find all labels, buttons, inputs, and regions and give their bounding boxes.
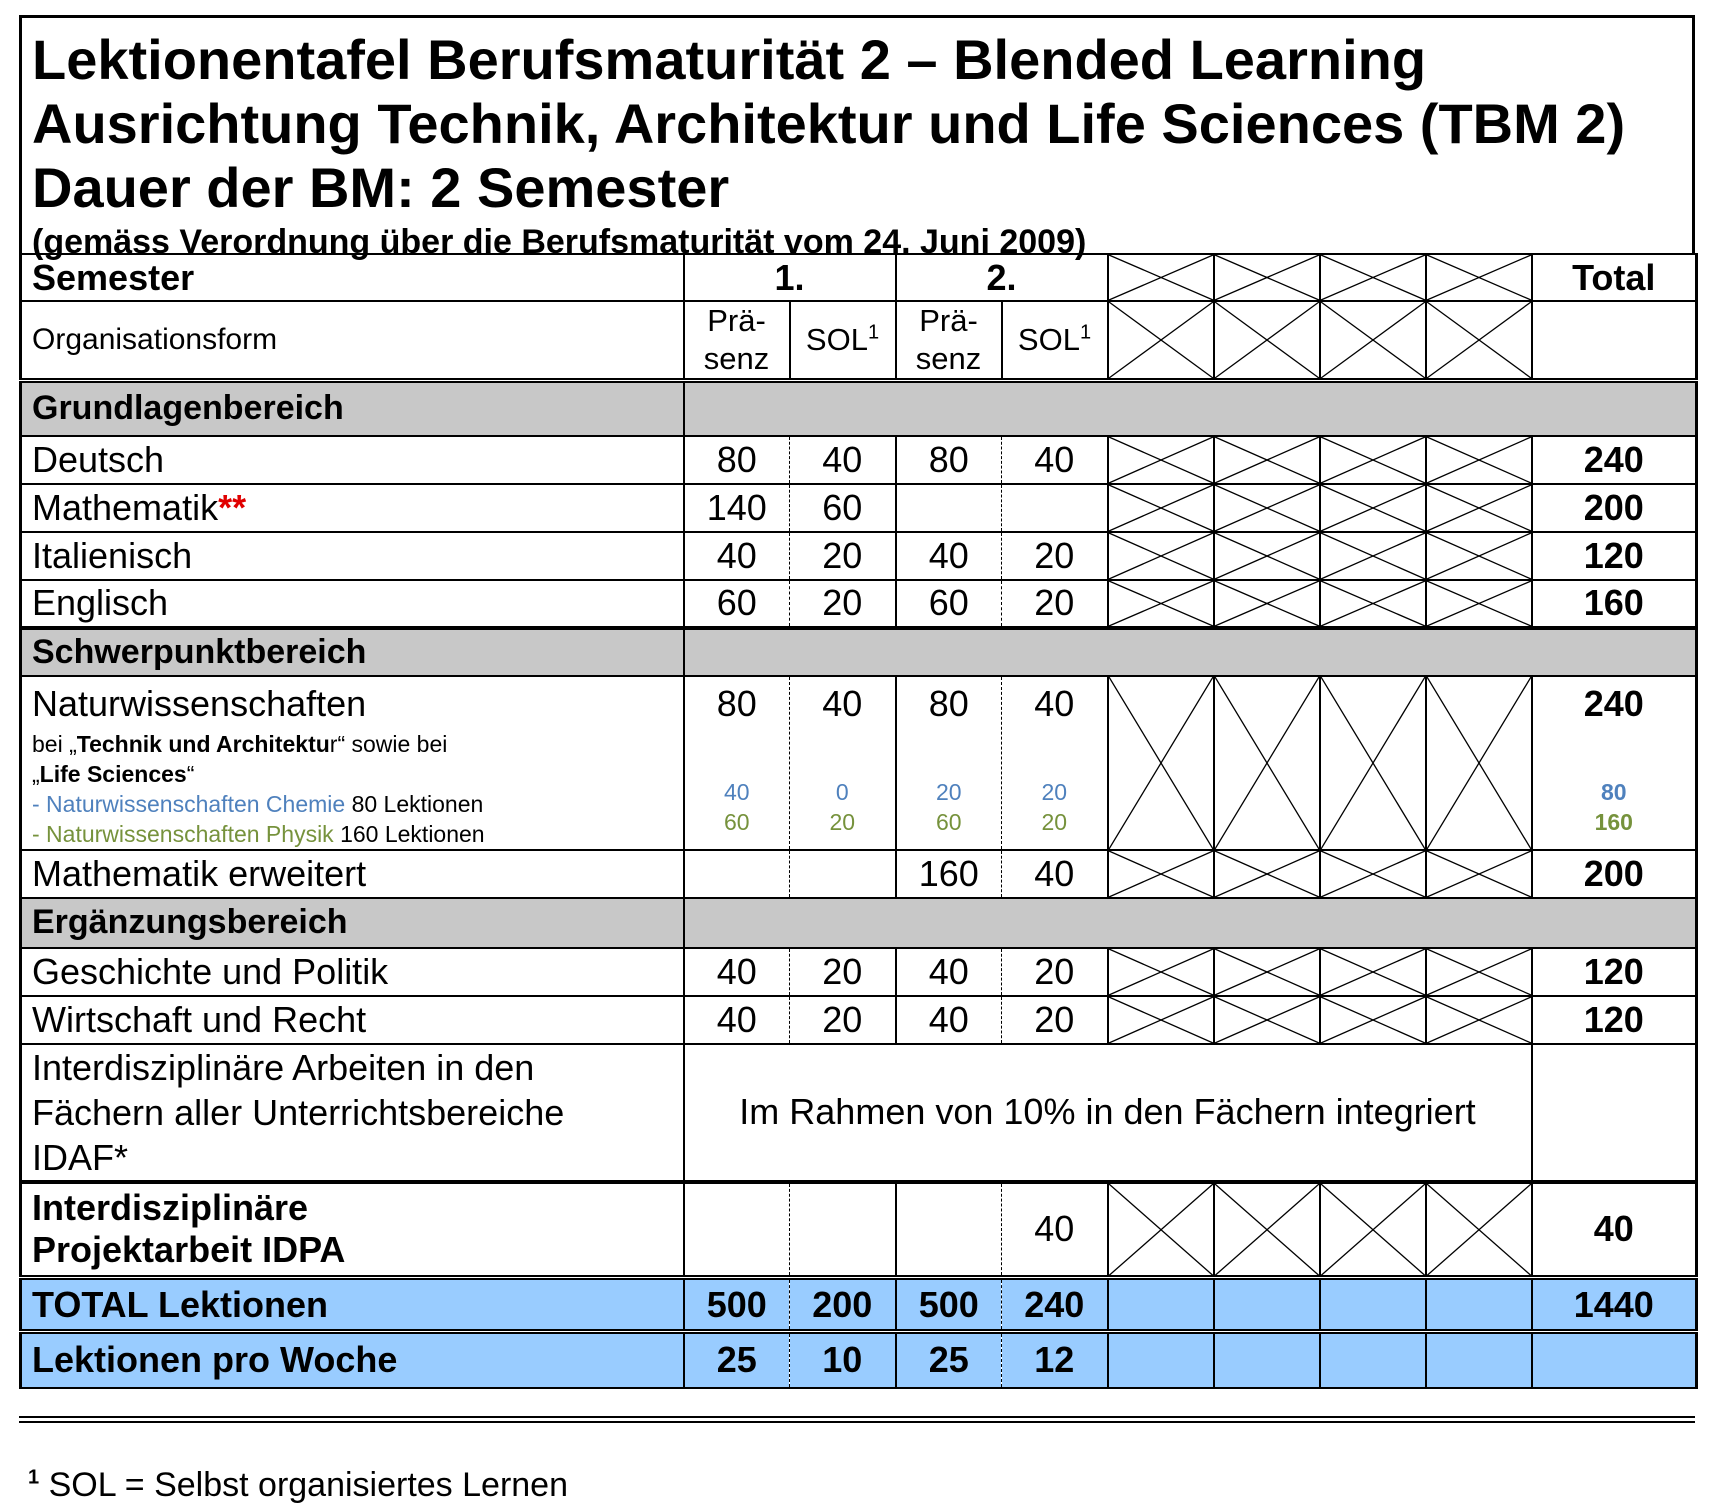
footnote-number: 1 (28, 1466, 40, 1489)
value-cell: 10 (790, 1332, 896, 1388)
subject-name: TOTAL Lektionen (21, 1278, 684, 1332)
total-cell: 240 (1532, 436, 1697, 484)
crossed-cell (1214, 436, 1320, 484)
cross-mark (1321, 255, 1425, 300)
empty-cell (1320, 1278, 1426, 1332)
crossed-cell (1108, 254, 1214, 301)
value-cell: 20 (1002, 532, 1108, 580)
physik-value: 60 (723, 808, 750, 835)
praesenz-label-1: Prä- senz (684, 301, 790, 381)
cross-mark (1321, 437, 1425, 483)
subject-name (21, 1044, 684, 1182)
cross-mark (1109, 533, 1213, 579)
total-cell: 120 (1532, 996, 1697, 1044)
subject-text: Fächern aller Unterrichtsbereiche (32, 1091, 565, 1133)
note-text: “ (186, 760, 195, 787)
empty-cell (1214, 1332, 1320, 1388)
footnote-marker: ** (218, 486, 247, 528)
crossed-cell (1320, 254, 1426, 301)
semester-1: 1. (684, 254, 896, 301)
crossed-cell (1320, 948, 1426, 996)
value-cell: 40 (896, 532, 1002, 580)
value-cell (790, 676, 896, 850)
cross-mark (1321, 851, 1425, 897)
footnote-text: SOL = Selbst organisiertes Lernen (39, 1466, 569, 1504)
crossed-cell (1214, 850, 1320, 898)
crossed-cell (1320, 580, 1426, 628)
row-wirtschaft (21, 996, 1697, 1044)
cross-mark (1321, 677, 1425, 849)
chemie-value: 20 (1041, 778, 1068, 805)
cross-mark (1427, 581, 1531, 626)
cross-mark (1215, 255, 1319, 300)
total-cell (1532, 1332, 1697, 1388)
orgform-row (21, 301, 1697, 381)
subject-text: Naturwissenschaften (32, 682, 367, 724)
value-cell: 40 (684, 996, 790, 1044)
section-fill (684, 381, 1697, 436)
crossed-cell (1320, 532, 1426, 580)
subject-text: Projektarbeit IDPA (32, 1229, 346, 1271)
value-cell: 40 (684, 532, 790, 580)
cross-mark (1109, 437, 1213, 483)
semester-label: Semester (21, 254, 684, 301)
crossed-cell (1426, 676, 1532, 850)
total-header: Total (1532, 254, 1697, 301)
value: 80 (928, 682, 969, 724)
value-cell: 40 (790, 436, 896, 484)
subject-text: IDAF* (32, 1136, 129, 1178)
empty-cell (1108, 1332, 1214, 1388)
chemie-line (32, 789, 673, 819)
section-fill (684, 898, 1697, 948)
subject-name: Mathematik erweitert (21, 850, 684, 898)
physik-total: 160 (1594, 808, 1633, 835)
total-cell: 120 (1532, 948, 1697, 996)
cross-mark (1427, 949, 1531, 995)
crossed-cell (1320, 850, 1426, 898)
value-cell (684, 1182, 790, 1278)
cross-mark (1109, 949, 1213, 995)
crossed-cell (1108, 676, 1214, 850)
crossed-cell (1426, 1182, 1532, 1278)
value-cell (896, 676, 1002, 850)
crossed-cell (1426, 436, 1532, 484)
title-line-4: (gemäss Verordnung über die Berufsmaturität vom 24. Juni 2009) (32, 223, 1087, 261)
cross-mark (1321, 949, 1425, 995)
cross-mark (1215, 437, 1319, 483)
subject-name: Lektionen pro Woche (21, 1332, 684, 1388)
subject-name: Deutsch (21, 436, 684, 484)
value-cell: 240 (1002, 1278, 1108, 1332)
note-text: r“ sowie bei (329, 730, 448, 757)
sol-footnote-mark: 1 (867, 321, 880, 344)
footnote (28, 1466, 568, 1505)
subject-name (21, 484, 684, 532)
subject-name (21, 676, 684, 850)
cross-mark (1215, 1184, 1319, 1276)
crossed-cell (1108, 301, 1214, 381)
cross-mark (1109, 851, 1213, 897)
crossed-cell (1108, 996, 1214, 1044)
section-ergaenzung: Ergänzungsbereich (21, 898, 684, 948)
row-idaf (21, 1044, 1697, 1182)
crossed-cell (1108, 580, 1214, 628)
row-mathematik-erweitert (21, 850, 1697, 898)
crossed-cell (1108, 532, 1214, 580)
section-schwerpunkt: Schwerpunktbereich (21, 628, 684, 676)
value-cell: 20 (1002, 948, 1108, 996)
crossed-cell (1426, 948, 1532, 996)
cross-mark (1427, 533, 1531, 579)
sol-text: SOL (805, 322, 868, 357)
total-cell: 40 (1532, 1182, 1697, 1278)
value-cell (896, 484, 1002, 532)
praesenz-label-2: Prä- senz (896, 301, 1002, 381)
title-line-1: Lektionentafel Berufsmaturität 2 – Blended Learning (32, 28, 1427, 91)
crossed-cell (1426, 484, 1532, 532)
cross-mark (1215, 677, 1319, 849)
subject-name: Geschichte und Politik (21, 948, 684, 996)
value-cell: 25 (896, 1332, 1002, 1388)
cross-mark (1427, 255, 1531, 300)
row-total-lektionen (21, 1278, 1697, 1332)
section-row (21, 381, 1697, 436)
value-cell: 12 (1002, 1332, 1108, 1388)
crossed-cell (1214, 532, 1320, 580)
total-value: 240 (1583, 682, 1644, 724)
row-lektionen-pro-woche (21, 1332, 1697, 1388)
value-cell: 60 (896, 580, 1002, 628)
value-cell: 40 (684, 948, 790, 996)
orgform-label: Organisationsform (21, 301, 684, 381)
title-line-3: Dauer der BM: 2 Semester (32, 156, 730, 219)
note-bold: Technik und Architektu (76, 730, 330, 757)
cross-mark (1109, 255, 1213, 300)
cross-mark (1321, 302, 1425, 378)
value-cell: 40 (896, 996, 1002, 1044)
cross-mark (1109, 485, 1213, 531)
value-cell: 20 (790, 532, 896, 580)
cross-mark (1215, 949, 1319, 995)
value-cell: 500 (684, 1278, 790, 1332)
value-cell: 80 (684, 436, 790, 484)
subject-text: Mathematik (32, 486, 219, 528)
value-cell: 20 (790, 580, 896, 628)
chemie-value: 0 (835, 778, 849, 805)
crossed-cell (1108, 948, 1214, 996)
value-cell: 25 (684, 1332, 790, 1388)
document (19, 15, 1695, 1389)
cross-mark (1427, 485, 1531, 531)
cross-mark (1109, 677, 1213, 849)
subject-name: Wirtschaft und Recht (21, 996, 684, 1044)
crossed-cell (1214, 254, 1320, 301)
cross-mark (1321, 485, 1425, 531)
empty-cell (1214, 1278, 1320, 1332)
cross-mark (1109, 1184, 1213, 1276)
cross-mark (1215, 851, 1319, 897)
total-cell: 200 (1532, 484, 1697, 532)
crossed-cell (1214, 580, 1320, 628)
note-text: bei „ (32, 730, 77, 757)
cross-mark (1321, 1184, 1425, 1276)
crossed-cell (1320, 1182, 1426, 1278)
value-cell: 20 (1002, 580, 1108, 628)
value-cell: 200 (790, 1278, 896, 1332)
subject-name: Italienisch (21, 532, 684, 580)
value-cell: 40 (896, 948, 1002, 996)
crossed-cell (1108, 1182, 1214, 1278)
subject-note (32, 759, 673, 789)
title-line-2: Ausrichtung Technik, Architektur und Life Sciences (TBM 2) (32, 92, 1626, 155)
cross-mark (1427, 302, 1531, 378)
empty-cell (1108, 1278, 1214, 1332)
physik-value: 20 (829, 808, 856, 835)
row-naturwissenschaften (21, 676, 1697, 850)
subject-text: Interdisziplinäre Arbeiten in den (32, 1046, 535, 1088)
crossed-cell (1320, 484, 1426, 532)
value-cell (1002, 676, 1108, 850)
total-cell (1532, 676, 1697, 850)
value-cell: 140 (684, 484, 790, 532)
subject-name: Englisch (21, 580, 684, 628)
crossed-cell (1214, 301, 1320, 381)
cross-mark (1321, 997, 1425, 1043)
crossed-cell (1214, 1182, 1320, 1278)
chemie-value: 40 (723, 778, 750, 805)
value-cell: 40 (1002, 1182, 1108, 1278)
crossed-cell (1320, 676, 1426, 850)
sol-text: SOL (1017, 322, 1080, 357)
cross-mark (1427, 1184, 1531, 1276)
crossed-cell (1108, 850, 1214, 898)
section-row (21, 628, 1697, 676)
note-bold: Life Sciences (39, 760, 187, 787)
chemie-value: 20 (935, 778, 962, 805)
value-cell (790, 1182, 896, 1278)
subject-name (21, 1182, 684, 1278)
value-cell: 40 (1002, 850, 1108, 898)
cross-mark (1109, 997, 1213, 1043)
chemie-suffix: 80 Lektionen (345, 790, 484, 817)
value-cell: 60 (684, 580, 790, 628)
crossed-cell (1320, 301, 1426, 381)
cross-mark (1215, 302, 1319, 378)
value: 80 (716, 682, 757, 724)
crossed-cell (1214, 996, 1320, 1044)
crossed-cell (1320, 996, 1426, 1044)
physik-label: - Naturwissenschaften Physik (32, 820, 334, 847)
value: 40 (1034, 682, 1075, 724)
row-italienisch (21, 532, 1697, 580)
value: 40 (822, 682, 863, 724)
cross-mark (1321, 533, 1425, 579)
value-cell: 60 (790, 484, 896, 532)
cross-mark (1427, 677, 1531, 849)
section-grundlagen: Grundlagenbereich (21, 381, 684, 436)
value-cell (684, 676, 790, 850)
physik-suffix: 160 Lektionen (333, 820, 485, 847)
idaf-text: Im Rahmen von 10% in den Fächern integriert (684, 1044, 1532, 1182)
sol-footnote-mark: 1 (1079, 321, 1092, 344)
empty-cell (1426, 1278, 1532, 1332)
chemie-label: - Naturwissenschaften Chemie (32, 790, 346, 817)
semester-2: 2. (896, 254, 1108, 301)
value-cell (896, 1182, 1002, 1278)
cross-mark (1215, 533, 1319, 579)
value-cell (1002, 484, 1108, 532)
value-cell: 40 (1002, 436, 1108, 484)
crossed-cell (1426, 532, 1532, 580)
crossed-cell (1426, 850, 1532, 898)
crossed-cell (1214, 484, 1320, 532)
value-cell (790, 850, 896, 898)
total-cell: 1440 (1532, 1278, 1697, 1332)
crossed-cell (1426, 580, 1532, 628)
bottom-rule (19, 1416, 1695, 1423)
value-cell (684, 850, 790, 898)
cross-mark (1321, 581, 1425, 626)
lesson-table (19, 253, 1698, 1389)
row-mathematik (21, 484, 1697, 532)
empty-cell (1532, 301, 1697, 381)
crossed-cell (1320, 436, 1426, 484)
row-deutsch (21, 436, 1697, 484)
crossed-cell (1214, 948, 1320, 996)
crossed-cell (1108, 436, 1214, 484)
cross-mark (1109, 302, 1213, 378)
value-cell: 80 (896, 436, 1002, 484)
section-row (21, 898, 1697, 948)
note-text: „ (32, 760, 40, 787)
value-cell: 20 (790, 948, 896, 996)
crossed-cell (1426, 254, 1532, 301)
empty-cell (1426, 1332, 1532, 1388)
value-cell: 20 (790, 996, 896, 1044)
sol-label-1 (790, 301, 896, 381)
physik-value: 20 (1041, 808, 1068, 835)
total-cell: 200 (1532, 850, 1697, 898)
cross-mark (1215, 485, 1319, 531)
crossed-cell (1426, 301, 1532, 381)
value-cell: 160 (896, 850, 1002, 898)
row-englisch (21, 580, 1697, 628)
value-cell: 500 (896, 1278, 1002, 1332)
value-cell: 20 (1002, 996, 1108, 1044)
total-cell: 160 (1532, 580, 1697, 628)
cross-mark (1215, 581, 1319, 626)
crossed-cell (1426, 996, 1532, 1044)
cross-mark (1215, 997, 1319, 1043)
total-cell: 120 (1532, 532, 1697, 580)
cross-mark (1109, 581, 1213, 626)
row-geschichte (21, 948, 1697, 996)
physik-value: 60 (935, 808, 962, 835)
subject-note (32, 729, 673, 759)
crossed-cell (1108, 484, 1214, 532)
cross-mark (1427, 851, 1531, 897)
section-fill (684, 628, 1697, 676)
cross-mark (1427, 997, 1531, 1043)
sol-label-2 (1002, 301, 1108, 381)
cross-mark (1427, 437, 1531, 483)
empty-cell (1320, 1332, 1426, 1388)
empty-cell (1532, 1044, 1697, 1182)
subject-text: Interdisziplinäre (32, 1187, 309, 1229)
title-block (19, 15, 1695, 261)
chemie-total: 80 (1600, 778, 1627, 805)
crossed-cell (1214, 676, 1320, 850)
physik-line (32, 819, 673, 849)
row-idpa (21, 1182, 1697, 1278)
